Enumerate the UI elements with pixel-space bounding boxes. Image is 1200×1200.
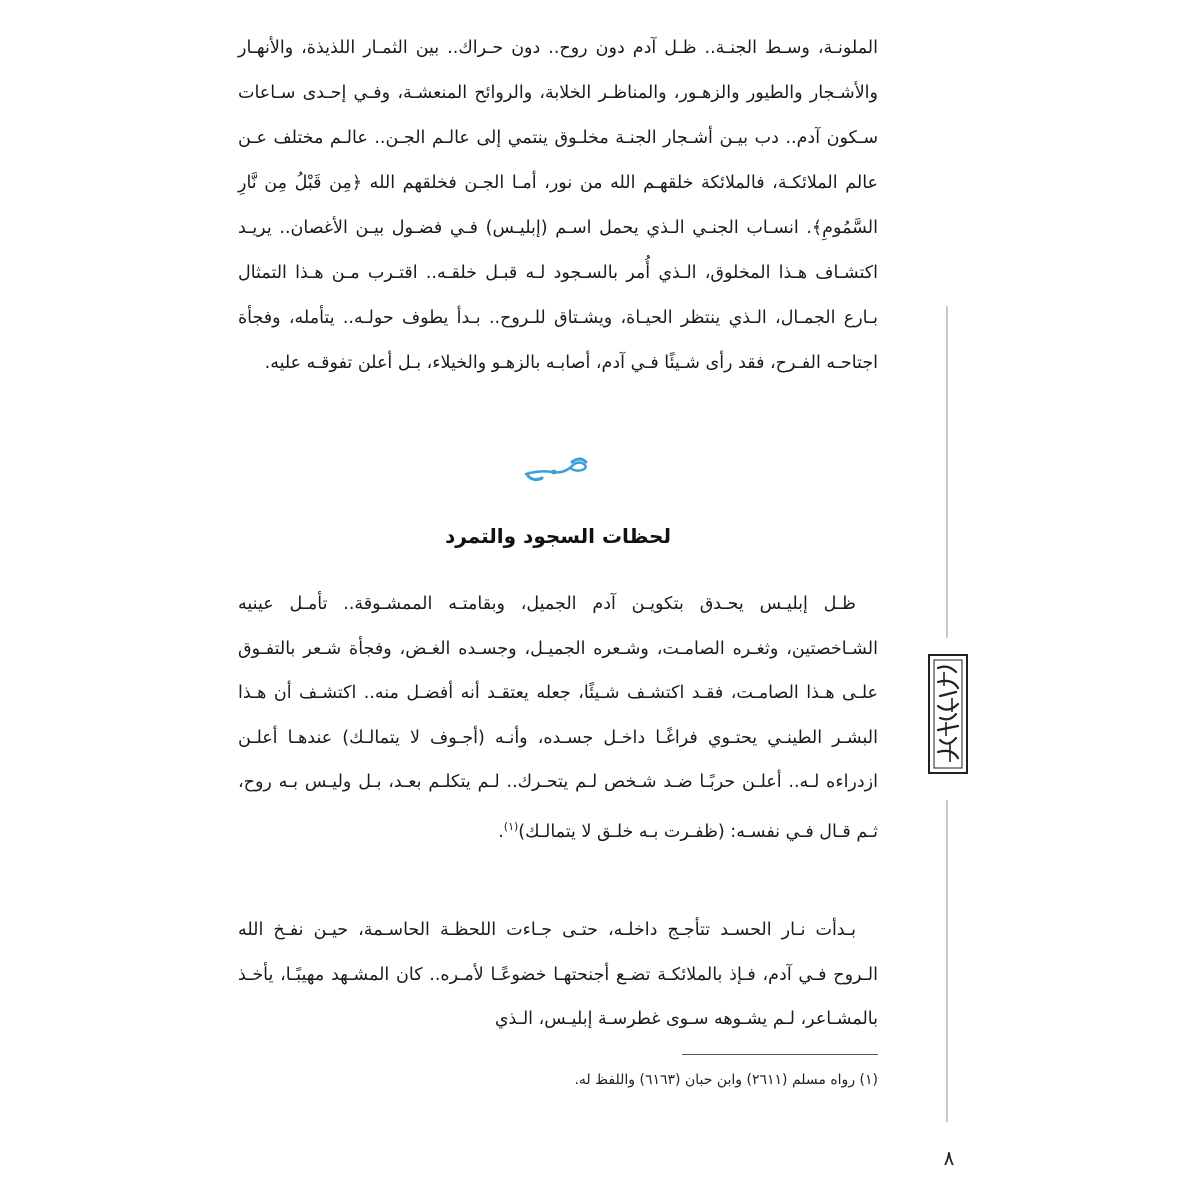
paragraph-1 xyxy=(238,26,878,386)
paragraph-2-text xyxy=(238,582,878,854)
section-divider-ornament xyxy=(520,452,592,486)
paragraph-2-body: ظـل إبليـس يحـدق بتكويـن آدم الجميل، وبقامتـه الممشـوقة.. تأمـل عينيه الشـاخصتين، وثغـره الصامـت، وشـعره الجميـل، وجسـده الغـض، وفجأة شـعر بالتفـوق علـى هـذا الصامـت، فقـد اكتشـف شـيئًا، جعله يعتقـد أنه أفضـل منه.. اكتشـف أن هـذا البشـر الطينـي يحتـوي فراغًـا داخـل جسـده، وأنـه (أجـوف لا يتمالـك) عندهـا أعلـن ازدراءه لـه.. أعلـن حربًـا ضـد شـخص لـم يتحـرك.. لـم يتكلـم بعـد، بـل وليـس بـه روح، ثـم قـال فـي نفسـه: (ظفـرت بـه خلـق لا يتمالـك) xyxy=(238,594,878,842)
calligraphy-emblem-icon xyxy=(926,652,970,776)
section-heading: لحظات السجود والتمرد xyxy=(445,524,671,548)
footnote-separator xyxy=(682,1054,878,1055)
paragraph-1-text: الملونـة، وسـط الجنـة.. ظـل آدم دون روح.. دون حـراك.. بين الثمـار اللذيذة، والأنهـار والأشـجار والطيور والزهـور، والمناظـر الخلابة، والروائح المنعشـة، وفـي إحـدى سـاعات سـكون آدم.. دب بيـن أشـجار الجنـة مخلـوق ينتمي إلى عالـم الجـن.. عالـم مختلف عـن عالم الملائكـة، فالملائكة خلقهـم الله من نور، أمـا الجـن فخلقهم الله ﴿مِن قَبْلُ مِن نَّارِ السَّمُومِ﴾. انسـاب الجنـي الـذي يحمل اسـم (إبليـس) فـي فضـول بيـن الأغصان.. يريـد اكتشـاف هـذا المخلوق، الـذي أُمر بالسـجود لـه قبـل خلقـه.. اقتـرب مـن هـذا التمثال بـارع الجمـال، الـذي ينتظر الحيـاة، ويشـتاق للـروح.. بـدأ يطوف حولـه.. يتأمله، وفجأة اجتاحـه الفـرح، فقد رأى شـيئًا فـي آدم، أصابـه بالزهـو والخيلاء، بـل أعلن تفوقـه عليه. xyxy=(238,38,878,373)
footnote-reference[interactable]: (١) xyxy=(503,819,519,833)
margin-rule-bottom xyxy=(946,800,948,1122)
margin-rule-top xyxy=(946,306,948,638)
page-number: ٨ xyxy=(943,1146,955,1170)
footnote: (١) رواه مسلم (٢٦١١) وابن حبان (٦١٦٣) واللفظ له. xyxy=(574,1072,878,1088)
paragraph-3 xyxy=(238,908,878,1042)
paragraph-3-text: بـدأت نـار الحسـد تتأجـج داخلـه، حتـى جـاءت اللحظـة الحاسـمة، حيـن نفـخ الله الـروح فـي آدم، فـإذ بالملائكـة تضـع أجنحتهـا خضوعًـا لأمـره.. كان المشـهد مهيبًـا، يأخـذ بالمشـاعر، لـم يشـوهه سـوى غطرسـة إبليـس، الـذي xyxy=(238,920,878,1029)
paragraph-2-end: . xyxy=(498,821,504,842)
paragraph-2 xyxy=(238,582,878,854)
